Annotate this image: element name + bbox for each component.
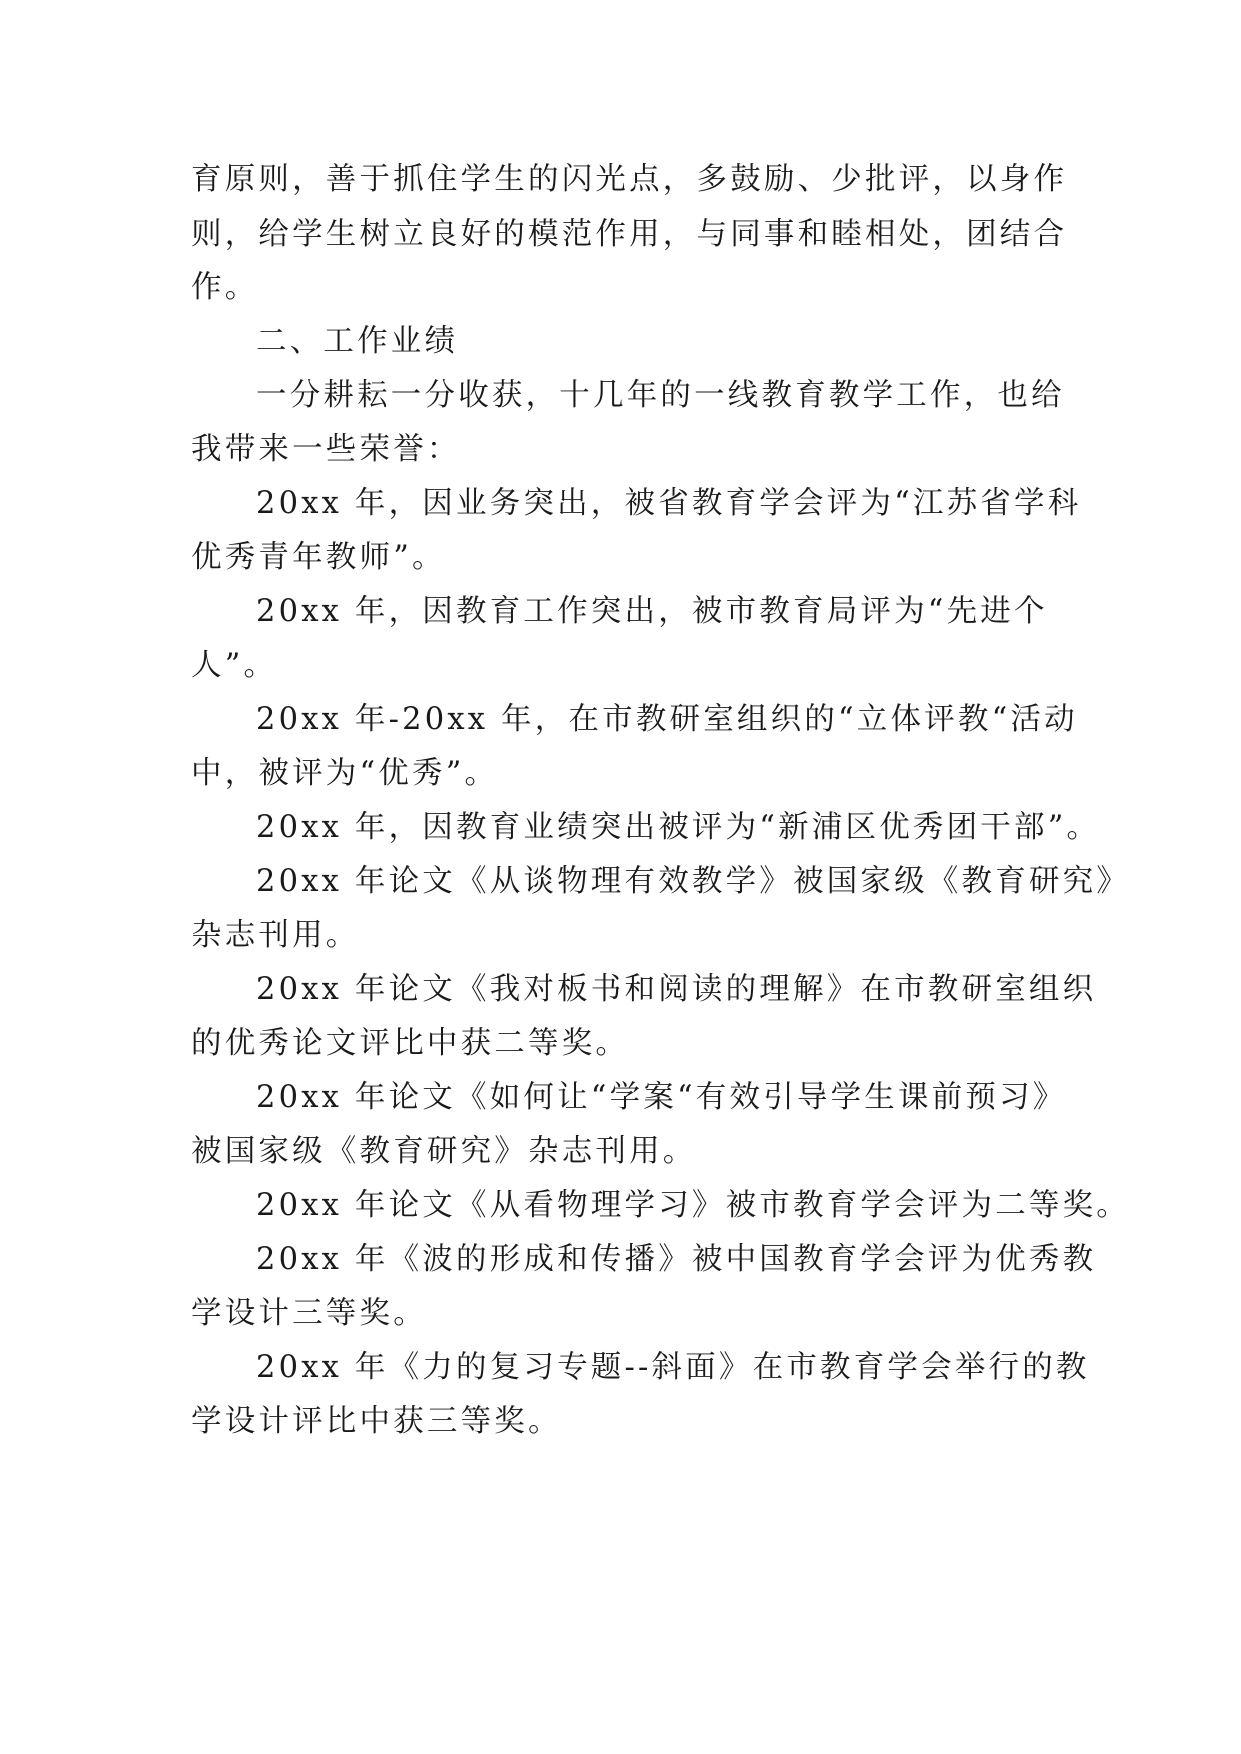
text-line: 20xx 年论文《从谈物理有效教学》被国家级《教育研究》 (256, 864, 1131, 899)
section-heading: 二、工作业绩 (256, 324, 459, 359)
text-line: 20xx 年-20xx 年，在市教研室组织的“立体评教“活动 (256, 702, 1078, 737)
text-line: 20xx 年《力的复习专题--斜面》在市教育学会举行的教 (256, 1350, 1090, 1385)
text-line: 优秀青年教师”。 (191, 540, 446, 575)
text-line: 我带来一些荣誉： (191, 432, 461, 467)
text-line: 20xx 年，因教育业绩突出被评为“新浦区优秀团干部”。 (256, 810, 1101, 845)
text-line: 20xx 年论文《如何让“学案“有效引导学生课前预习》 (256, 1080, 1067, 1115)
text-line: 杂志刊用。 (191, 918, 360, 953)
text-line: 一分耕耘一分收获，十几年的一线教育教学工作，也给 (256, 378, 1065, 413)
text-line: 的优秀论文评比中获二等奖。 (191, 1026, 630, 1061)
text-line: 人”。 (191, 648, 278, 683)
text-line: 20xx 年论文《我对板书和阅读的理解》在市教研室组织 (256, 972, 1097, 1007)
text-line: 学设计评比中获三等奖。 (191, 1404, 562, 1439)
text-line: 育原则，善于抓住学生的闪光点，多鼓励、少批评，以身作 (191, 162, 1068, 197)
text-line: 20xx 年论文《从看物理学习》被市教育学会评为二等奖。 (256, 1188, 1131, 1223)
text-line: 20xx 年《波的形成和传播》被中国教育学会评为优秀教 (256, 1242, 1097, 1277)
text-line: 20xx 年，因业务突出，被省教育学会评为“江苏省学科 (256, 486, 1082, 521)
text-line: 作。 (191, 270, 259, 305)
text-line: 被国家级《教育研究》杂志刊用。 (191, 1134, 697, 1169)
text-line: 学设计三等奖。 (191, 1296, 427, 1331)
text-line: 则，给学生树立良好的模范作用，与同事和睦相处，团结合 (191, 217, 1068, 252)
text-line: 中，被评为“优秀”。 (191, 756, 499, 791)
text-line: 20xx 年，因教育工作突出，被市教育局评为“先进个 (256, 594, 1048, 629)
